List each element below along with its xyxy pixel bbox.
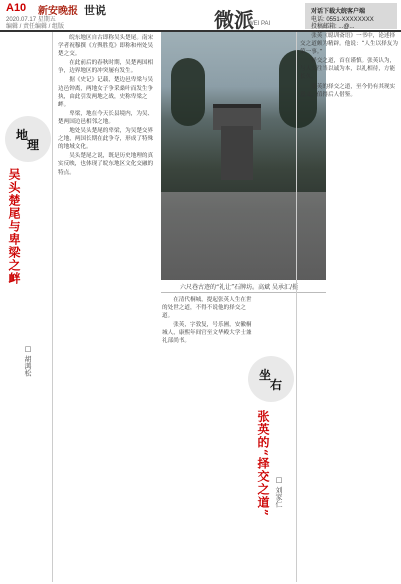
page-header <box>0 0 401 31</box>
masthead-subtitle: WEI PAI <box>248 21 271 27</box>
paragraph: 据《史记》记载，楚边邑卑梁与吴边邑钟离，两地女子争采桑叶而发生争执，由此引发两地之战，史称卑梁之衅。 <box>58 77 154 108</box>
badge-char-main: 坐 <box>259 368 272 382</box>
badge-char-main: 地 <box>16 128 29 142</box>
article-author-left: □ 胡鸿松 <box>24 345 32 377</box>
photo-archway-body <box>221 126 253 180</box>
page-code: A10 <box>6 2 27 14</box>
issue-date: 2020.07.17 星期五 <box>6 17 56 23</box>
article-title-right: 张英的“择交之道” <box>256 410 270 517</box>
article-author-right: □ 刘家仁 <box>275 476 283 508</box>
paragraph: 张英的择交之道，至今仍有其现实意义，值得后人借鉴。 <box>300 83 396 98</box>
article-body-right-col2 <box>300 32 398 582</box>
hotline-box <box>305 3 397 29</box>
paragraph: 在此前后的春秋时期，吴楚两国相争，边界地区的冲突屡有发生。 <box>58 60 154 75</box>
paragraph: 地处吴头楚尾的卑梁，为吴楚交界之地，两国长期在此争夺，形成了特殊的地域文化。 <box>58 128 154 151</box>
section-name: 世说 <box>84 4 106 17</box>
article-body-left <box>58 34 158 579</box>
masthead-title: 微派 <box>214 8 254 32</box>
article-title-left: 吴头楚尾与卑梁之衅 <box>7 168 21 285</box>
hotline-phone: 电话: 0551-XXXXXXXX <box>311 17 374 23</box>
hotline-email: 投稿邮箱: ...@... <box>311 24 355 30</box>
newspaper-name: 新安晚报 <box>38 6 78 17</box>
badge-char-sub: 理 <box>27 138 40 152</box>
paragraph: 张英，字敦复，号乐圃，安徽桐城人，康熙年间官至文华殿大学士兼礼部尚书。 <box>162 322 252 345</box>
article-body-right-col1 <box>162 296 252 582</box>
paragraph: 卑梁，地在今天长县境内，为吴、楚两国边邑相邻之地。 <box>58 110 154 125</box>
editors-line: 编辑 / 责任编辑 / 组版 <box>6 24 65 30</box>
column-divider-right <box>296 32 297 582</box>
paragraph: 张英《聪训斋语》一书中，论述择交之道颇为精辟。他说：“人生以择友为第一事。” <box>300 33 398 56</box>
badge-char-sub: 右 <box>270 378 283 392</box>
paragraph: 在清代桐城，提起张英人生在世的处世之道，不得不说他的择交之道。 <box>162 297 252 320</box>
hotline-label: 对话下载大皖客户端 <box>311 9 366 15</box>
photo-caption: 六尺巷古迹的“礼让”石牌坊。高斌 吴承汇/摄 <box>180 284 299 291</box>
column-divider-left <box>52 32 53 582</box>
paragraph: 吴头楚尾之说，既是历史地理的真实反映，也体现了皖东地区文化交融的特点。 <box>58 153 154 176</box>
paragraph: 皖东地区自古即称吴头楚尾。南宋学者祝穆撰《方舆胜览》即称和州处吴楚之交。 <box>58 35 154 58</box>
photo-tree-left <box>171 58 205 126</box>
paragraph: 择交之道，首在谨慎。张英认为，与人交往当以诚为本，以礼相待，方能长久。 <box>300 58 396 81</box>
